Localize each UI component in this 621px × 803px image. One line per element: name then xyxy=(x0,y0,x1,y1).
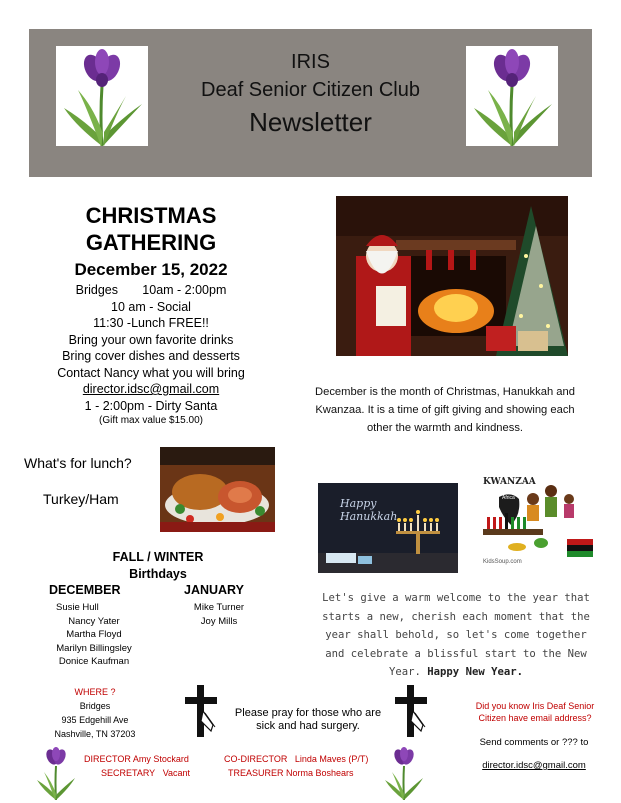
event-detail-line: Bring your own favorite drinks xyxy=(68,332,234,347)
header-title-club: Deaf Senior Citizen Club xyxy=(201,79,420,101)
footer-director xyxy=(84,754,189,764)
praying-hands-cross-icon xyxy=(393,685,431,737)
where-line: 935 Edgehill Ave xyxy=(61,715,129,725)
email-note-question: Did you know Iris Deaf Senior Citizen have email address? xyxy=(475,701,595,723)
event-date: December 15, 2022 xyxy=(74,260,228,279)
turkey-photo xyxy=(160,447,275,532)
kwanzaa-image xyxy=(481,477,597,569)
new-year-text: Let's give a warm welcome to the year that starts a new, cherish each moment that the year shall behold, so let's come together and celebrate a blissful start to the New Year. xyxy=(322,592,590,678)
lunch-answer: Turkey/Ham xyxy=(43,491,119,507)
event-detail-line: Bring cover dishes and desserts xyxy=(62,349,240,363)
event-title-line1: CHRISTMAS xyxy=(85,203,217,228)
footer-codirector xyxy=(224,754,368,764)
list-item: Mike Turner xyxy=(193,602,245,613)
treasurer-name: Norma Boshears xyxy=(286,768,354,778)
list-item: Marilyn Billingsley xyxy=(56,642,132,654)
newsletter-header xyxy=(29,29,592,177)
kwanzaa-africa-label: Africa xyxy=(502,495,515,501)
list-item: Susie Hull xyxy=(56,602,99,613)
footer-treasurer xyxy=(228,768,354,778)
new-year-bold: Happy New Year. xyxy=(427,666,523,678)
header-title-iris: IRIS xyxy=(291,51,330,73)
email-note-send: Send comments or ??? to xyxy=(479,737,589,748)
january-birthdays-list xyxy=(178,601,260,628)
birthdays-title-line2: Birthdays xyxy=(129,567,187,581)
event-dirty-santa: 1 - 2:00pm - Dirty Santa xyxy=(84,398,218,413)
list-item: Nancy Yater xyxy=(68,615,120,627)
event-detail-line: 11:30 -Lunch FREE!! xyxy=(93,316,209,330)
santa-photo xyxy=(336,196,568,356)
codirector-name: Linda Maves (P/T) xyxy=(294,754,369,764)
birthdays-title xyxy=(83,549,233,583)
secretary-label: SECRETARY xyxy=(101,768,156,778)
event-detail-line: Bridges 10am - 2:00pm xyxy=(75,283,227,297)
treasurer-label: TREASURER xyxy=(228,768,284,778)
kwanzaa-site-label: KidsSoup.com xyxy=(483,559,522,565)
list-item: Joy Mills xyxy=(200,615,238,627)
event-detail-line: 10 am - Social xyxy=(111,299,191,314)
prayer-request: Please pray for those who are sick and had surgery. xyxy=(234,707,382,732)
director-label: DIRECTOR xyxy=(84,754,131,764)
list-item: Martha Floyd xyxy=(66,629,122,640)
kwanzaa-title: KWANZAA xyxy=(483,477,536,487)
iris-flower-footer-left xyxy=(33,746,79,800)
secretary-name: Vacant xyxy=(162,768,191,778)
header-title-newsletter: Newsletter xyxy=(249,107,372,137)
event-details xyxy=(40,282,262,428)
where-line: Bridges xyxy=(79,701,111,711)
list-item: Donice Kaufman xyxy=(58,656,130,667)
january-label: JANUARY xyxy=(184,583,244,597)
december-label: DECEMBER xyxy=(49,583,121,597)
where-label: WHERE ? xyxy=(74,687,116,697)
december-birthdays-list xyxy=(38,601,150,669)
where-block xyxy=(45,685,145,741)
event-title-line2: GATHERING xyxy=(85,230,217,255)
event-gift-max: (Gift max value $15.00) xyxy=(99,415,203,426)
director-name: Amy Stockard xyxy=(132,754,189,764)
event-block xyxy=(40,203,262,428)
iris-flower-footer-right xyxy=(381,746,427,800)
email-note-link[interactable]: director.idsc@gmail.com xyxy=(482,760,586,771)
hanukkah-caption: Happy Hanukkah xyxy=(340,497,398,523)
praying-hands-cross-icon xyxy=(183,685,221,737)
codirector-label: CO-DIRECTOR xyxy=(224,754,288,764)
birthdays-title-line1: FALL / WINTER xyxy=(112,550,204,564)
hanukkah-photo xyxy=(318,483,458,573)
december-description: December is the month of Christmas, Hanukkah and Kwanzaa. It is a time of gift giving and showing each other the warmth and kindness. xyxy=(315,386,575,434)
event-detail-line: Contact Nancy what you will bring xyxy=(57,365,245,380)
where-line: Nashville, TN 37203 xyxy=(54,729,136,739)
new-year-message xyxy=(318,589,594,682)
lunch-question: What's for lunch? xyxy=(24,455,132,471)
event-email-link[interactable]: director.idsc@gmail.com xyxy=(82,382,220,396)
footer-secretary xyxy=(101,768,190,778)
